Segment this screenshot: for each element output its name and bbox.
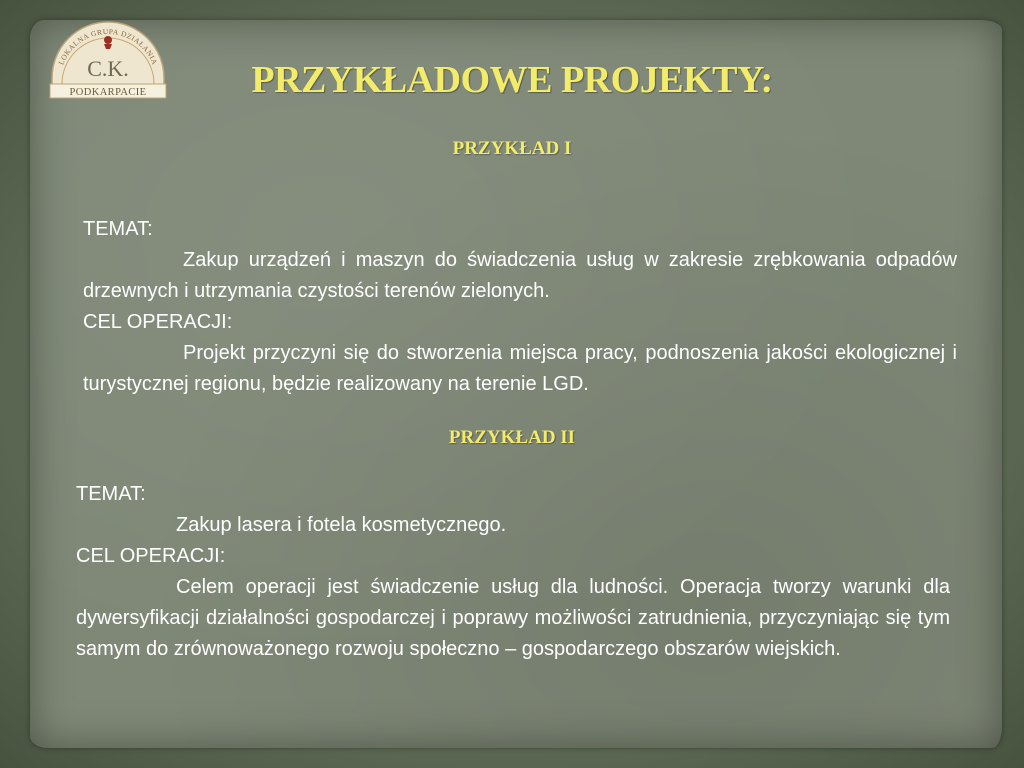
example-2-goal-label: CEL OPERACJI:	[76, 545, 226, 567]
example-1-block	[83, 214, 957, 400]
example-2-topic-text: Zakup lasera i fotela kosmetycznego.	[176, 514, 507, 536]
example-2-block	[76, 479, 950, 665]
logo-ribbon-text: PODKARPACIE	[69, 87, 147, 98]
example-1-goal-text: Projekt przyczyni się do stworzenia miejsca pracy, podnoszenia jakości ekologicznej i turystycznej regionu, będzie realizowany na terenie LGD.	[83, 342, 957, 395]
example-2-heading: PRZYKŁAD II	[448, 427, 576, 448]
example-1-goal-label: CEL OPERACJI:	[83, 311, 233, 333]
logo-initials: C.K.	[87, 56, 129, 81]
example-2-topic-label: TEMAT:	[76, 483, 146, 505]
example-1-topic-text: Zakup urządzeń i maszyn do świadczenia usług w zakresie zrębkowania odpadów drzewnych i utrzymania czystości terenów zielonych.	[83, 249, 957, 302]
example-1-topic-label: TEMAT:	[83, 218, 153, 240]
example-2-goal-text: Celem operacji jest świadczenie usług dla ludności. Operacja tworzy warunki dla dywersyfikacji działalności gospodarczej i poprawy możliwości zatrudnienia, przyczyniając się tym samym do zrównoważonego rozwoju społeczno – gospodarczego obszarów wiejskich.	[76, 576, 950, 660]
logo-arc-text: LOKALNA GRUPA DZIAŁANIA	[56, 26, 160, 67]
page-title: PRZYKŁADOWE PROJEKTY:	[251, 59, 773, 101]
example-1-heading: PRZYKŁAD I	[452, 138, 572, 159]
